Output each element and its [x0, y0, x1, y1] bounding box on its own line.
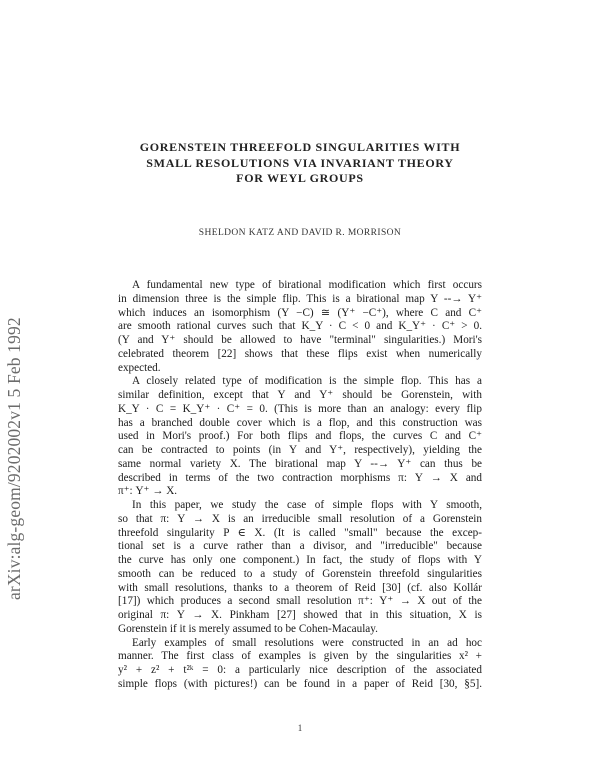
- body-line: used in Mori's proof.) For both flips and flops, the curves C and C⁺: [118, 430, 482, 443]
- body-line: In this paper, we study the case of simple flops with Y smooth,: [132, 499, 482, 511]
- body-line: same normal variety X. The birational map Y --→ Y⁺ can thus be: [118, 457, 482, 470]
- body-line: can be contracted to points (in Y and Y⁺, respectively), yielding the: [118, 444, 482, 456]
- body-line: (Y and Y⁺ should be allowed to have "terminal" singularities.) Mori's: [118, 334, 482, 346]
- page-number: 1: [297, 723, 303, 733]
- body-line: in dimension three is the simple flip. This is a birational map Y --→ Y⁺: [118, 292, 482, 305]
- body-line: with small resolutions, thanks to a theorem of Reid [30] (cf. also Kollár: [118, 581, 482, 594]
- body-line: simple flops (with pictures!) can be found in a paper of Reid [30, §5].: [118, 677, 482, 690]
- body-line: Early examples of small resolutions were constructed in an ad hoc: [132, 636, 482, 649]
- body-line: y² + z² + t²ᵏ = 0: a particularly nice description of the associated: [118, 664, 482, 676]
- arxiv-identifier-stamp: arXiv:alg-geom/9202002v1 5 Feb 1992: [4, 317, 24, 600]
- body-line: so that π: Y → X is an irreducible small resolution of a Gorenstein: [118, 512, 482, 525]
- body-line: K_Y · C = K_Y⁺ · C⁺ = 0. (This is more than an analogy: every flip: [118, 402, 482, 415]
- title-line: GORENSTEIN THREEFOLD SINGULARITIES WITH: [139, 140, 461, 154]
- author-line: SHELDON KATZ AND DAVID R. MORRISON: [198, 228, 402, 238]
- body-line: [17]) which produces a second small resolution π⁺: Y⁺ → X out of the: [118, 595, 482, 608]
- body-line: π⁺: Y⁺ → X.: [118, 485, 178, 498]
- body-line: threefold singularity P ∈ X. (It is called "small" because the excep-: [118, 526, 482, 539]
- body-line: has a branched double cover which is a flop, and this construction was: [118, 416, 482, 429]
- body-line: manner. The first class of examples is given by the singularities x² +: [118, 650, 482, 663]
- title-line: SMALL RESOLUTIONS VIA INVARIANT THEORY: [146, 155, 454, 170]
- title-line: FOR WEYL GROUPS: [236, 171, 364, 185]
- body-line: expected.: [118, 361, 161, 374]
- body-line: which induces an isomorphism (Y −C) ≅ (Y⁺ −C⁺), where C and C⁺: [118, 306, 482, 319]
- body-line: Gorenstein if it is merely assumed to be Cohen-Macaulay.: [118, 622, 378, 635]
- body-line: the curve has only one component.) In fact, the study of flops with Y: [118, 554, 482, 566]
- body-line: celebrated theorem [22] shows that these flips exist when numerically: [118, 347, 482, 360]
- body-line: tional set is a curve rather than a divisor, and "irreducible" because: [118, 540, 482, 553]
- body-line: described in terms of the two contraction morphisms π: Y → X and: [118, 471, 482, 484]
- body-line: smooth can be reduced to a study of Gorenstein threefold singularities: [118, 567, 482, 580]
- body-line: are smooth rational curves such that K_Y · C < 0 and K_Y⁺ · C⁺ > 0.: [118, 320, 482, 333]
- body-line: original π: Y → X. Pinkham [27] showed that in this situation, X is: [118, 609, 482, 621]
- body-line: A fundamental new type of birational modification which first occurs: [132, 279, 482, 291]
- body-line: similar definition, except that Y and Y⁺ should be Gorenstein, with: [118, 389, 482, 401]
- body-line: A closely related type of modification is the simple flop. This has a: [132, 375, 482, 388]
- paper-title: [100, 140, 500, 187]
- paper-body: [118, 279, 482, 692]
